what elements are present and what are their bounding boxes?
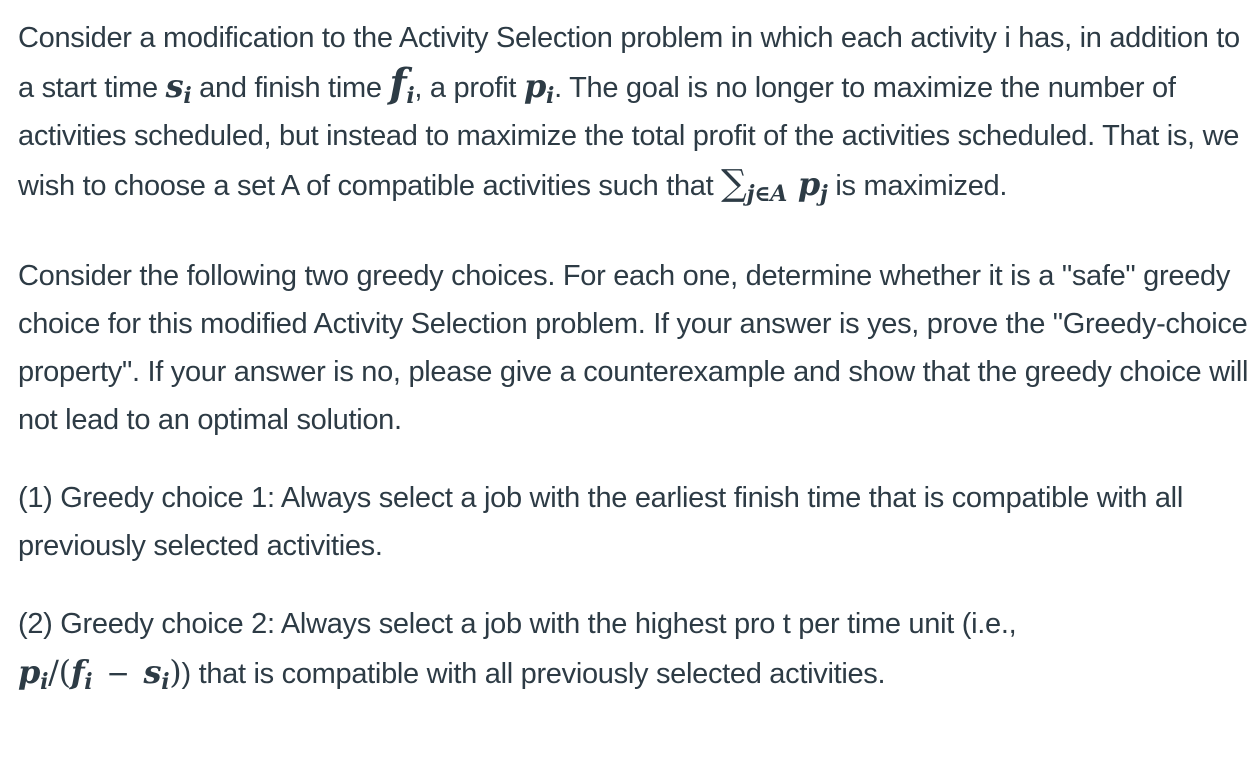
choice2-text: (2) Greedy choice 2: Always select a job with the highest pro t per time unit (i.e., xyxy=(18,608,1017,640)
greedy-choice-2 xyxy=(18,600,1250,698)
and-finish-text: and finish time xyxy=(199,72,382,104)
is-maximized-text: is maximized. xyxy=(835,170,1008,202)
paragraph-problem-definition xyxy=(18,14,1250,210)
finish-time-symbol: $f_i$ xyxy=(389,60,415,109)
profit-symbol: $p_i$ xyxy=(523,67,555,109)
greedy-choice-1: (1) Greedy choice 1: Always select a job with the earliest finish time that is compatible with all previously selected activities. xyxy=(18,482,1183,562)
sigma-symbol: ∑ xyxy=(721,163,747,204)
sum-expression: $\sum_{j\in A}$ $p_j$ xyxy=(721,163,828,207)
choice2-tail: ) that is compatible with all previously selected activities. xyxy=(181,658,886,690)
goal-text: . The goal is no longer to maximize the number of activities scheduled, but instead to maximize the total profit of the activities scheduled. That is, we wish to choose a set A of compatible activities such that xyxy=(18,72,1240,202)
sum-index: j∈A xyxy=(746,181,787,207)
profit-rate-expression: $p_i/(f_i - s_i)$ xyxy=(18,653,182,695)
paragraph-instructions: Consider the following two greedy choices. For each one, determine whether it is a "safe" greedy choice for this modified Activity Selection problem. If your answer is yes, prove the "Greedy-choice property". If your answer is no, please give a counterexample and show that the greedy choice will not lead to an optimal solution. xyxy=(18,260,1249,436)
start-time-symbol: $s_i$ xyxy=(165,67,192,109)
problem-statement xyxy=(18,14,1250,698)
intro-text: Consider a modification to the Activity Selection problem in which each activity i has, in addition to a start time xyxy=(18,22,1240,104)
comma-profit-text: , a profit xyxy=(414,72,517,104)
